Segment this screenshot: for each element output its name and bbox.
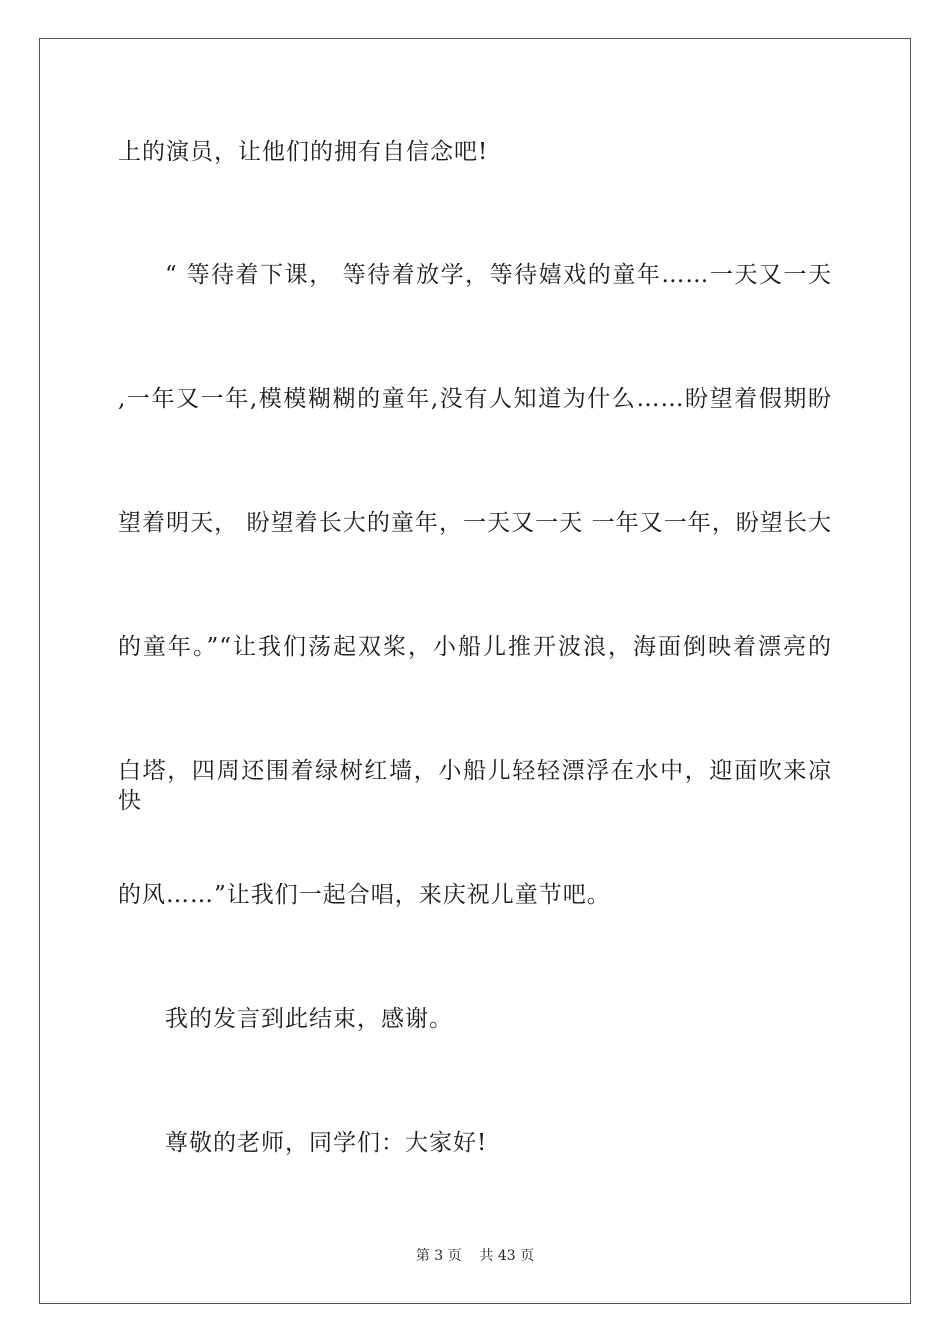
- text-line-2: “ 等待着下课， 等待着放学，等待嬉戏的童年……一天又一天: [165, 262, 832, 288]
- page-border: [39, 38, 911, 1304]
- text-line-8: 我的发言到此结束，感谢。: [165, 1006, 453, 1032]
- text-line-5: 的童年。”“让我们荡起双桨，小船儿推开波浪，海面倒映着漂亮的: [118, 634, 832, 660]
- text-line-3: ,一年又一年,模模糊糊的童年,没有人知道为什么……盼望着假期盼: [118, 386, 832, 412]
- text-line-1: 上的演员，让他们的拥有自信念吧!: [118, 139, 489, 165]
- text-line-9: 尊敬的老师，同学们：大家好!: [165, 1130, 488, 1156]
- text-line-4: 望着明天， 盼望着长大的童年，一天又一天 一年又一年，盼望长大: [118, 510, 832, 536]
- page-footer: 第 3 页 共 43 页: [415, 1248, 535, 1264]
- text-line-6: 白塔，四周还围着绿树红墙，小船儿轻轻漂浮在水中，迎面吹来凉快: [118, 758, 832, 814]
- text-line-7: 的风……”让我们一起合唱，来庆祝儿童节吧。: [118, 882, 611, 908]
